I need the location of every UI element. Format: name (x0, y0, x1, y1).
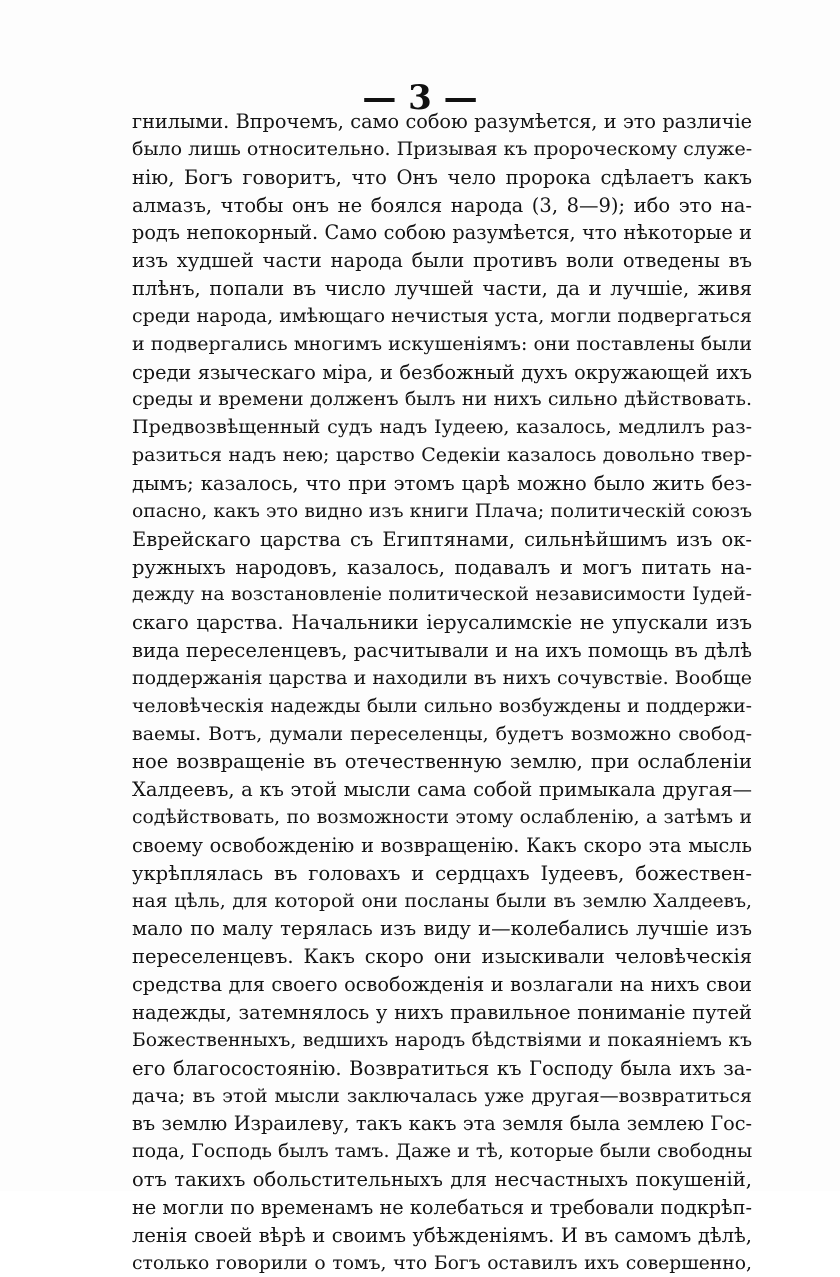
text-line: среди языческаго мiра, и безбожный духъ окружающей ихъ (132, 360, 752, 384)
text-line: Предвозвѣщенный судъ надъ Iудеею, казалось, медлилъ раз- (132, 416, 752, 439)
text-line: отъ такихъ обольстительныхъ для несчастныхъ покушенiй, (132, 1168, 752, 1192)
text-line: переселенцевъ. Какъ скоро они изыскивали человѣческiя (132, 945, 752, 969)
text-line: столько говорили о томъ, что Богъ оставилъ ихъ совершенно, (132, 1252, 752, 1274)
text-line: ваемы. Вотъ, думали переселенцы, будетъ возможно свобод- (132, 722, 752, 745)
text-line: и подвергались многимъ искушенiямъ: они поставлены были (132, 332, 752, 355)
text-line: дача; въ этой мысли заключалась уже другая—возвратиться (132, 1084, 752, 1107)
text-line: въ землю Израилеву, такъ какъ эта земля была землею Гос- (132, 1112, 752, 1136)
page-number: — 3 — (362, 78, 478, 118)
text-line: изъ худшей части народа были противъ воли отведены въ (132, 249, 752, 273)
text-line: своему освобожденiю и возвращенiю. Какъ скоро эта мысль (132, 833, 752, 857)
text-line: опасно, какъ это видно изъ книги Плача; политическiй союзъ (132, 500, 752, 522)
text-line: нiю, Богъ говоритъ, что Онъ чело пророка сдѣлаетъ какъ (132, 165, 752, 189)
text-line: ное возвращенiе въ отечественную землю, при ослабленiи (132, 750, 752, 774)
text-line: мало по малу терялась изъ виду и—колебались лучшiе изъ (132, 917, 752, 941)
text-line: человѣческiя надежды были сильно возбуждены и поддержи- (132, 695, 752, 717)
text-line: гнилыми. Впрочемъ, само собою разумѣется, и это различiе (132, 110, 752, 133)
text-line: ная цѣль, для которой они посланы были въ землю Халдеевъ, (132, 890, 752, 912)
text-line: среди народа, имѣющаго нечистыя уста, могли подвергаться (132, 304, 752, 327)
text-line: надежды, затемнялось у нихъ правильное пониманiе путей (132, 1001, 752, 1024)
text-line: плѣнъ, попали въ число лучшей части, да и лучшiе, живя (132, 277, 752, 301)
text-line: Божественныхъ, ведшихъ народъ бѣдствiями и покаянiемъ къ (132, 1029, 752, 1051)
text-line: содѣйствовать, по возможности этому ослабленiю, а затѣмъ и (132, 807, 752, 829)
text-line: дежду на возстановленiе политической независимости Iудей- (132, 584, 752, 606)
text-line: укрѣплялась въ головахъ и сердцахъ Iудеевъ, божествен- (132, 861, 752, 885)
text-line: его благосостоянiю. Возвратиться къ Господу была ихъ за- (132, 1056, 752, 1080)
text-line: поддержанiя царства и находили въ нихъ сочувствiе. Вообще (132, 666, 752, 689)
text-line: пода, Господь былъ тамъ. Даже и тѣ, которые были свободны (132, 1140, 752, 1163)
text-line: было лишь относительно. Призывая къ пророческому служе- (132, 137, 752, 160)
text-line: вида переселенцевъ, расчитывали и на ихъ помощь въ дѣлѣ (132, 639, 752, 663)
text-line: средства для своего освобожденiя и возлагали на нихъ свои (132, 973, 752, 997)
text-line: родъ непокорный. Само собою разумѣется, что нѣкоторые и (132, 221, 752, 245)
text-line: ленiя своей вѣрѣ и своимъ убѣжденiямъ. И въ самомъ дѣлѣ, (132, 1223, 752, 1247)
text-line: алмазъ, чтобы онъ не боялся народа (3, 8—9); ибо это на- (132, 193, 752, 217)
text-line: среды и времени долженъ былъ ни нихъ сильно дѣйствовать. (132, 388, 752, 411)
text-line: скаго царства. Начальники iерусалимскiе не упускали изъ (132, 611, 752, 635)
text-line: ружныхъ народовъ, казалось, подавалъ и могъ питать на- (132, 555, 752, 579)
text-line: дымъ; казалось, что при этомъ царѣ можно было жить без- (132, 471, 752, 495)
text-line: не могли по временамъ не колебаться и требовали подкрѣп- (132, 1195, 752, 1219)
text-line: Халдеевъ, а къ этой мысли сама собой примыкала другая— (132, 778, 752, 802)
text-line: разиться надъ нею; царство Седекiи казалось довольно твер- (132, 444, 752, 467)
text-line: Еврейскаго царства съ Египтянами, сильнѣйшимъ изъ ок- (132, 527, 752, 551)
body-text (132, 108, 752, 1277)
